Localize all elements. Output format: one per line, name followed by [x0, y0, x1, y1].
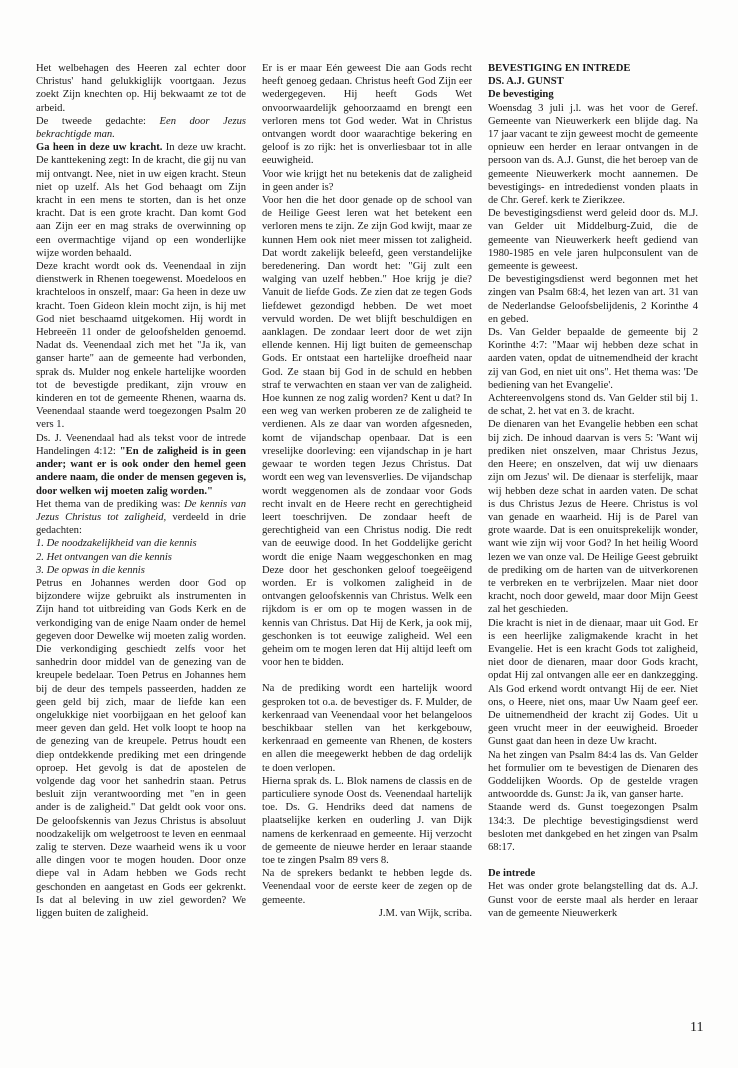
paragraph: Ga heen in deze uw kracht. In deze uw kracht. De kanttekening zegt: In de kracht, die gij nu van mij ontvangt. Nee, niet in uw eigen kracht. Steun niet op uzelf. Als het God behaagt om Zijn kracht in een mens te storten, dan is het onze kracht. Dat is een grote kracht. Dan komt God aan Zijn eer en mag straks de overwinning op een overmachtige vijand op een wonderlijke wijze worden behaald.	[36, 142, 246, 259]
paragraph: De tweede gedachte: Een door Jezus bekrachtigde man.	[36, 115, 246, 141]
article-subtitle: DS. A.J. GUNST	[488, 76, 564, 88]
page-number: 11	[690, 1020, 704, 1035]
spacer	[488, 854, 698, 867]
paragraph: Na de prediking wordt een hartelijk woord gesproken tot o.a. de bevestiger ds. F. Mulder, de kerkenraad van Veenendaal voor het belangeloos beschikbaar stellen van het kerkgebouw, kerkenraad en gemeente van Rhenen, de kosters en allen die meegewerkt hebben de dag ordelijk te doen verlopen.	[262, 683, 472, 774]
column-right	[488, 62, 698, 920]
paragraph: Na de sprekers bedankt te hebben legde ds. Veenendaal voor de eerste keer de zegen op de gemeente.	[262, 868, 472, 906]
paragraph: Het thema van de prediking was: De kennis van Jezus Christus tot zaligheid, verdeeld in drie gedachten:	[36, 498, 247, 537]
paragraph: Het welbehagen des Heeren zal echter door Christus' hand gelukkiglijk voortgaan. Jezus zoekt Zijn knechten op. Hij bekwaamt ze tot de arbeid.	[36, 63, 246, 114]
paragraph: Hierna sprak ds. L. Blok namens de classis en de particuliere synode Oost ds. Veenendaal hartelijk toe. Ds. G. Hendriks deed dat namens de plaatselijke kerken en ouderling J. van Dijk namens de kerkenraad en gemeente. Hij verzocht de gemeente de nieuwe herder en leraar staande toe te zingen Psalm 89 vers 8.	[262, 775, 472, 866]
paragraph: Petrus en Johannes werden door God op bijzondere wijze gebruikt als instrumenten in Zijn hand tot uitbreiding van Gods Kerk en de verkondiging van de enige Naam onder de hemel gegeven door Dewelke wij moeten zalig worden. Die verkondiging geschiedt zelfs voor het sanhedrin door middel van de genezing van de kreupele bedelaar. Toen Petrus en Johannes hem bij de deur des tempels passeerden, hadden ze geen geld bij zich, maar de liefde kan een ongelukkige niet voorbijgaan en het geloof kan meer geven dan geld. Het volk loopt te hoop na de genezing van de kreupele. Petrus houdt een diep ontdekkende prediking met een dringende oproep. Het gevolg is dat de apostelen de volgende dag voor het sanhedrin staan. Petrus besluit zijn verantwoording met "en in geen ander is de zaligheid." Dat geldt ook voor ons. De geloofskennis van Jezus Christus is absoluut noodzakelijk om welgetroost te leven en eenmaal zalig te sterven. Deze waarheid wens ik u voor alle dingen voor te mogen houden. Door onze diepe val in Adam hebben we Gods recht geschonden en aangetast en Gods eer gekrenkt. Is dat al beleving in uw ziel geworden? We liggen buiten de zaligheid.	[36, 577, 246, 919]
paragraph: Na het zingen van Psalm 84:4 las ds. Van Gelder het formulier om te bevestigen de Dienaren des Goddelijken Woords. Op de gestelde vragen antwoordde ds. Gunst: Ja ik, van ganser harte.	[488, 749, 698, 801]
paragraph: Die kracht is niet in de dienaar, maar uit God. Er is een heerlijke zaligmakende kracht in het Evangelie. Het is een kracht Gods tot zaligheid, niet door de dienaren, maar door Gods kracht, opdat Hij zal ontvangen alle eer en dankzegging. Als God erkend wordt ontvangt Hij de eer. Niet ons, o Heere, niet ons, maar Uw Naam geef eer. De uitnemendheid der kracht zij Godes. Uit u geen vrucht meer in der eeuwigheid. Broeder Gunst gaat dan heen in deze Uw kracht.	[488, 617, 698, 748]
column-middle	[262, 62, 472, 920]
article-title: BEVESTIGING EN INTREDE	[488, 63, 631, 74]
section-heading: De intrede	[488, 868, 536, 880]
paragraph: Ds. Van Gelder bepaalde de gemeente bij 2 Korinthe 4:7: "Maar wij hebben deze schat in aarden vaten, opdat de uitnemendheid der kracht zij van God, en niet uit ons". Het thema was: 'De bediening van het Evangelie'.	[488, 327, 698, 391]
paragraph: De bevestigingsdienst werd begonnen met het zingen van Psalm 68:4, het lezen van art. 31 van de Nederlandse Geloofsbelijdenis, 2 Korinthe 4 en gebed.	[488, 274, 698, 325]
paragraph: Voor hen die het door genade op de school van de Heilige Geest leren wat het betekent een verloren mens te zijn. Ze zijn God kwijt, maar ze kunnen Hem ook niet meer missen tot zaligheid. Dat wordt zakelijk beleefd, geen verstandelijke beredenering. Dan wordt het: "Gij zult een walging van uzelf hebben." Hoe krijg je die? Vanuit de liefde Gods. Ze zien dat ze tegen Gods liefdewet gezondigd hebben. De wet moet vervuld worden. De wet blijft beschuldigen en aanklagen. De zondaar leert door de wet zijn ellende kennen. Hij ligt buiten de gemeenschap Gods. Er ontstaat een hartelijke droefheid naar God. Ze staan bij God in de schuld en hebben straf te verwachten en staan ver van de zaligheid. Hoe kunnen ze nog zalig worden? Kent u dat? In een weg van werken proberen ze de zaligheid te verdienen. Als ze daar van worden afgesneden, komt de vijandschap openbaar. Dat is een vreselijke doorleving: een vijandschap in je hart gewaar te worden tegen Jezus Christus. Dat wordt een weg van levensverlies. De vijandschap wordt weggenomen als de zondaar voor Gods recht invalt en de Heere recht en gerechtigheid leert toeschrijven. De zondaar heeft de gerechtigheid van een Christus nodig. Die redt van de eeuwige dood. In het Goddelijke gericht wordt die enige Naam weggeschonken en mag Deze door het geschonken geloof toegeëigend worden. Er is volkomen zaligheid in de ontvangen geloofskennis van Christus. Welk een rijkdom is er om op te mogen wassen in de kennis van Christus. Dat Hij de Kerk, ja ook mij, geschonken is tot eeuwige zaligheid. Wel een geheim om te mogen leren dat Hij altijd leeft om voor hen te bidden.	[262, 195, 472, 669]
paragraph: Woensdag 3 juli j.l. was het voor de Geref. Gemeente van Nieuwerkerk een blijde dag. Na 17 jaar vacant te zijn geweest mocht de gemeente opnieuw een herder en leraar ontvangen in de persoon van ds. A.J. Gunst, die het beroep van de gemeente Nieuwerkerk mocht aannemen. De bevestigings- en intrededienst vonden plaats in de Chr. Geref. kerk te Zierikzee.	[488, 102, 699, 207]
paragraph: Ds. J. Veenendaal had als tekst voor de intrede Handelingen 4:12: "En de zaligheid is in geen ander; want er is ook onder den hemel geen andere naam, die onder de mensen gegeven is, door welken wij moeten zalig worden."	[36, 432, 247, 497]
paragraph: Deze kracht wordt ook ds. Veenendaal in zijn dienstwerk in Rhenen toegewenst. Moedeloos en krachteloos in onszelf, maar: Ga heen in deze uw kracht. Toen Gideon klein mocht zijn, is hij met God niet beschaamd uitgekomen. Hij wordt in Hebreeën 11 onder de geloofshelden genoemd. Nadat ds. Veenendaal zich met het "Ja ik, van ganser harte" aan de gemeente had verbonden, sprak ds. Mulder nog enkele hartelijke woorden tot de bevestigde predikant, zijn vrouw en kinderen en tot de gemeente Rhenen, waarna ds. Veenendaal staande werd toegezongen Psalm 20 vers 1.	[36, 261, 246, 431]
list-item: 1. De noodzakelijkheid van die kennis	[36, 538, 197, 550]
column-left	[36, 62, 246, 920]
paragraph: Het was onder grote belangstelling dat ds. A.J. Gunst voor de eerste maal als herder en leraar van de gemeente Nieuwerkerk	[488, 881, 698, 919]
paragraph: De dienaren van het Evangelie hebben een schat bij zich. De inhoud daarvan is vers 5: 'Want wij prediken niet onszelven, maar Christus Jezus, den Heere; en onszelven, dat wij uw dienaars zijn om Jezus' wil. De dienaar is sterfelijk, maar wij hebben deze schat in aarden vaten. De schat is dus Christus Jezus de Heere. Christus is vol van genade en waarheid. Hij is de Parel van grote waarde. Dat is een onuitsprekelijk wonder, want wie zijn wij voor God? In het heilig Woord lezen we van onze val. De Heilige Geest gebruikt de prediking om de harten van de uitverkorenen te verbreken en te verbrijzelen. Maar niet door kracht, noch door geweld, maar door Mijn Geest zal het geschieden.	[488, 419, 698, 616]
section-heading: De bevestiging	[488, 89, 554, 101]
paragraph: De bevestigingsdienst werd geleid door ds. M.J. van Gelder uit Middelburg-Zuid, die de gemeente van Nieuwerkerk heeft gediend van 1980-1985 en vele jaren hulpconsulent van de gemeente is geweest.	[488, 208, 698, 273]
list-item: 2. Het ontvangen van die kennis	[36, 551, 172, 563]
signature: J.M. van Wijk, scriba.	[378, 907, 472, 919]
list-item: 3. De opwas in die kennis	[36, 564, 145, 576]
paragraph: Achtereenvolgens stond ds. Van Gelder stil bij 1. de schat, 2. het vat en 3. de kracht.	[488, 393, 698, 418]
paragraph: Staande werd ds. Gunst toegezongen Psalm 134:3. De plechtige bevestigingsdienst werd besloten met dankgebed en het zingen van Psalm 68:17.	[488, 802, 698, 853]
spacer	[262, 669, 472, 682]
paragraph: Voor wie krijgt het nu betekenis dat de zaligheid in geen ander is?	[262, 168, 472, 193]
paragraph: Er is er maar Eén geweest Die aan Gods recht heeft genoeg gedaan. Christus heeft God Zijn eer wedergegeven. Hij heeft Gods Wet onvoorwaardelijk gehoorzaamd en brengt een verloren mens tot God weder. Wat in Christus ontvangen wordt door waarachtige bekering en geloof is zo rijk: het is onverliesbaar tot in alle eeuwigheid.	[262, 63, 472, 167]
